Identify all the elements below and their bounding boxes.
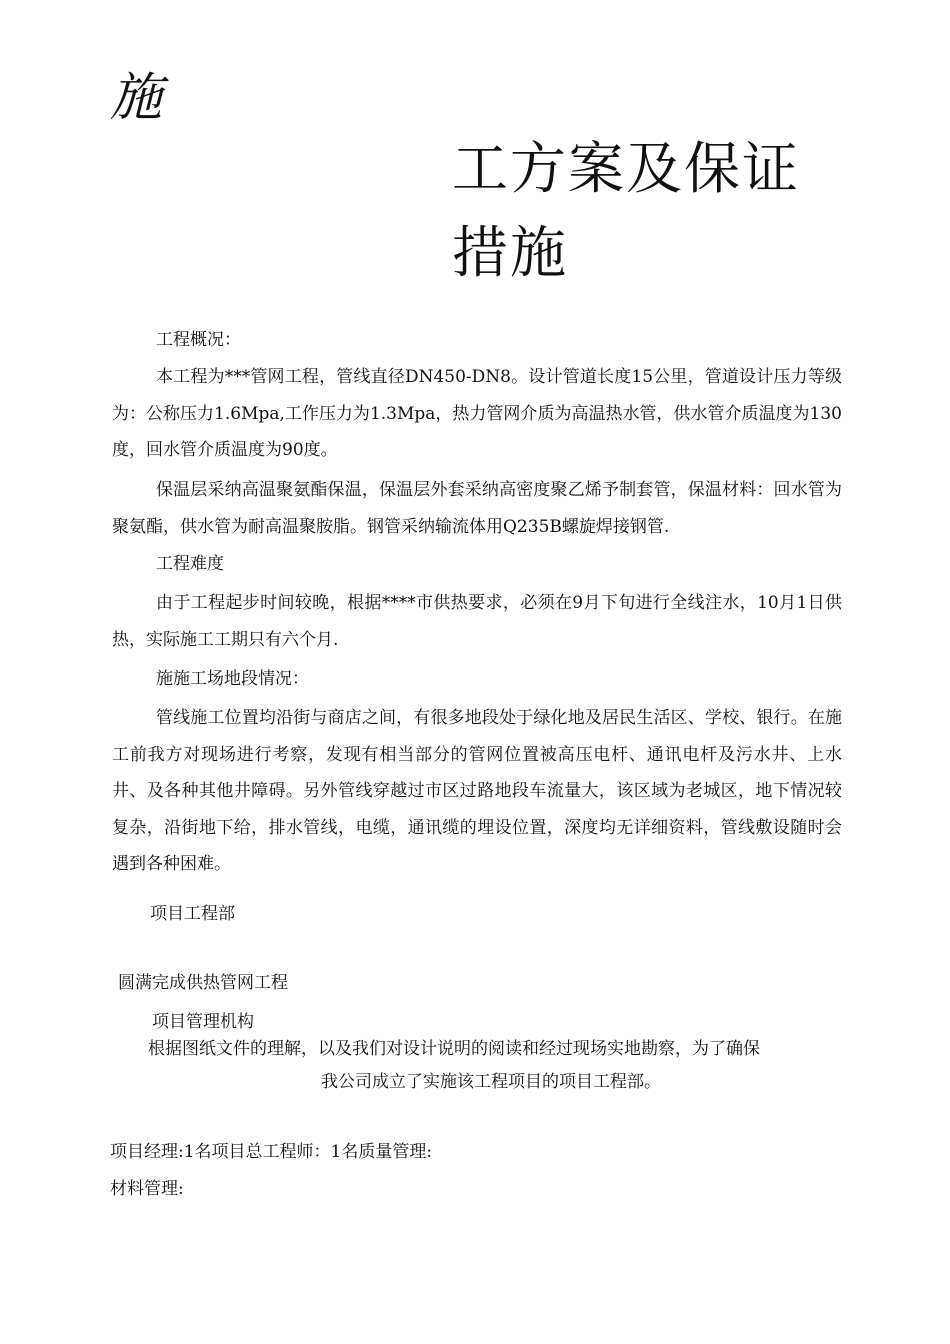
overview-paragraph-2: 保温层采纳高温聚氨酯保温，保温层外套采纳高密度聚乙烯予制套管，保温材料：回水管为聚氨酯，供水管为耐高温聚胺脂。钢管采纳输流体用Q235B螺旋焊接钢管.: [112, 480, 842, 537]
overview-heading: 工程概况：: [156, 330, 241, 350]
mgmt-line-1: 根据图纸文件的理解，以及我们对设计说明的阅读和经过现场实地勘察，为了确保: [148, 1039, 760, 1059]
project-dept-label: 项目工程部: [150, 904, 235, 924]
staff-line: 项目经理:1名项目总工程师：1名质量管理:: [110, 1142, 433, 1162]
page-title-line-2: 措施: [452, 221, 568, 286]
site-heading: 施施工场地段情况：: [156, 669, 309, 689]
mgmt-line-2: 我公司成立了实施该工程项目的项目工程部。: [321, 1072, 661, 1092]
complete-project-label: 圆满完成供热管网工程: [118, 973, 288, 993]
site-paragraph: 管线施工位置均沿街与商店之间，有很多地段处于绿化地及居民生活区、学校、银行。在施工前我方对现场进行考察，发现有相当部分的管网位置被高压电杆、通讯电杆及污水井、上水井、及各种其他井障碍。另外管线穿越过市区过路地段车流量大，该区域为老城区，地下情况较复杂，沿街地下给，排水管线，电缆，通讯缆的埋设位置，深度均无详细资料，管线敷设随时会遇到各种困难。: [112, 708, 842, 874]
overview-paragraph-1: 本工程为***管网工程，管线直径DN450-DN8。设计管道长度15公里，管道设计压力等级为：公称压力1.6Mpa,工作压力为1.3Mpa，热力管网介质为高温热水管，供水管介质温度为130度，回水管介质温度为90度。: [112, 367, 842, 460]
mgmt-org-heading: 项目管理机构: [152, 1012, 254, 1032]
difficulty-heading: 工程难度: [156, 554, 224, 574]
material-line: 材料管理:: [110, 1179, 184, 1199]
difficulty-paragraph: 由于工程起步时间较晚，根据****市供热要求，必须在9月下旬进行全线注水，10月1日供热，实际施工工期只有六个月.: [112, 593, 842, 650]
title-fragment: 施: [110, 68, 163, 128]
page-title-line-1: 工方案及保证: [452, 137, 800, 202]
